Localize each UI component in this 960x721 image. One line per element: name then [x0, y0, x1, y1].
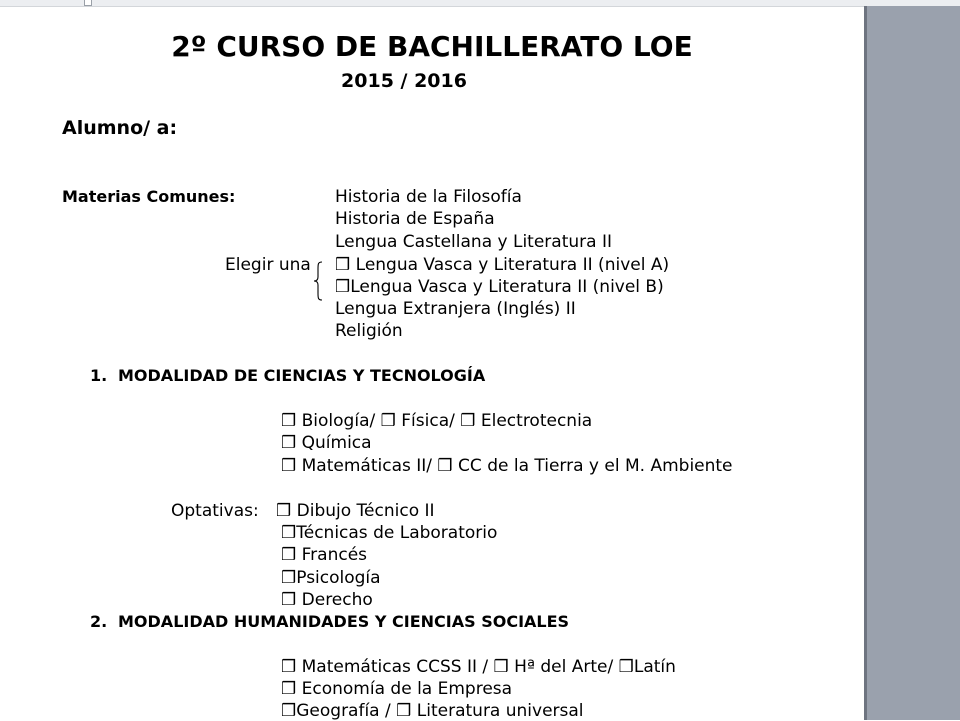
page-edge-shadow — [864, 6, 867, 720]
common-subjects-label: Materias Comunes: — [62, 187, 236, 206]
ruler-indent-marker[interactable] — [84, 0, 92, 6]
document-page[interactable] — [0, 7, 864, 720]
choose-one-label: Elegir una — [225, 255, 311, 275]
common-subject: Religión — [335, 321, 403, 341]
optional-checkbox[interactable]: ❒ Derecho — [281, 590, 373, 610]
choose-one-brace — [313, 261, 323, 301]
optional-checkbox[interactable]: ❒ Dibujo Técnico II — [276, 501, 435, 521]
horizontal-ruler — [0, 0, 960, 7]
modality-number: 2. — [90, 612, 108, 631]
document-title: 2º CURSO DE BACHILLERATO LOE — [171, 30, 693, 63]
student-label: Alumno/ a: — [62, 117, 178, 139]
common-subject: Lengua Castellana y Literatura II — [335, 232, 612, 252]
choose-option-checkbox[interactable]: ❒Lengua Vasca y Literatura II (nivel B) — [335, 277, 664, 297]
common-subject: Historia de España — [335, 209, 495, 229]
modality-title: MODALIDAD HUMANIDADES Y CIENCIAS SOCIALES — [118, 612, 570, 631]
subject-checkbox-line[interactable]: ❒ Química — [281, 433, 372, 453]
subject-checkbox-line[interactable]: ❒ Economía de la Empresa — [281, 679, 513, 699]
modality-number: 1. — [90, 366, 108, 385]
subject-checkbox-line[interactable]: ❒ Matemáticas II/ ❒ CC de la Tierra y el M. Ambiente — [281, 456, 733, 476]
subject-checkbox-line[interactable]: ❒ Biología/ ❒ Física/ ❒ Electrotecnia — [281, 411, 593, 431]
subject-checkbox-line[interactable]: ❒ Matemáticas CCSS II / ❒ Hª del Arte/ ❒Latín — [281, 657, 676, 677]
optional-label: Optativas: — [171, 501, 259, 521]
choose-option-checkbox[interactable]: ❒ Lengua Vasca y Literatura II (nivel A) — [335, 255, 670, 275]
optional-checkbox[interactable]: ❒ Francés — [281, 545, 368, 565]
common-subject: Lengua Extranjera (Inglés) II — [335, 299, 576, 319]
optional-checkbox[interactable]: ❒Psicología — [281, 568, 381, 588]
common-subject: Historia de la Filosofía — [335, 187, 522, 207]
modality-title: MODALIDAD DE CIENCIAS Y TECNOLOGÍA — [118, 366, 486, 385]
optional-checkbox[interactable]: ❒Técnicas de Laboratorio — [281, 523, 498, 543]
school-year: 2015 / 2016 — [341, 70, 467, 92]
subject-checkbox-line[interactable]: ❒Geografía / ❒ Literatura universal — [281, 701, 584, 721]
page-gutter — [866, 6, 960, 720]
